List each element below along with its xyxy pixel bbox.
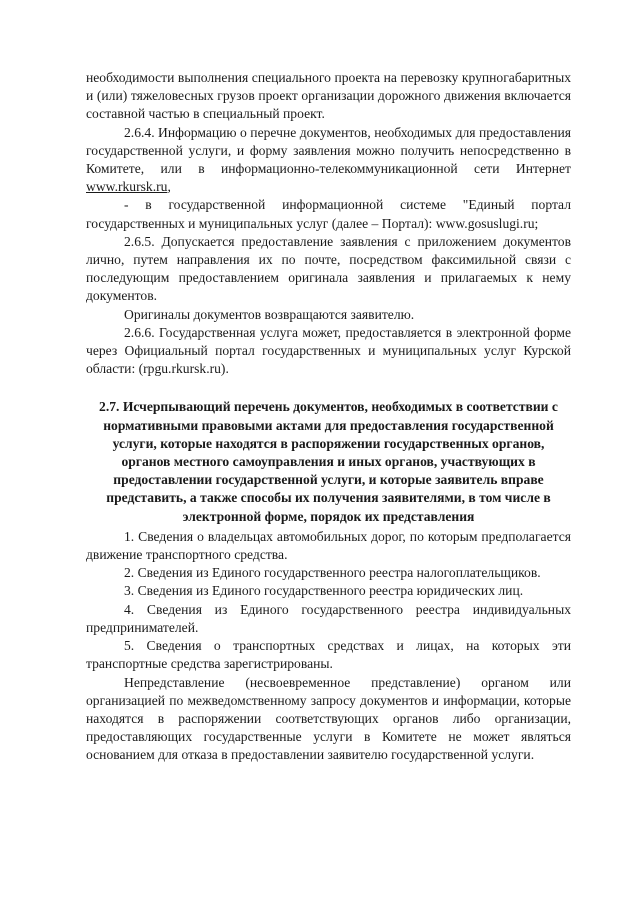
section-heading-2-7: 2.7. Исчерпывающий перечень документов, необходимых в соответствии с нормативными правовыми актами для предоставления государственной услуги, которые находятся в распоряжении государственных органов, органов местного самоуправления и иных органов, участвующих в предоставлении государственной услуги, и которые заявитель вправе представить, а также способы их получения заявителями, в том числе в электронной форме, порядок их представления bbox=[99, 399, 558, 524]
list-item-4: 4. Сведения из Единого государственного реестра индивидуальных предпринимателей. bbox=[86, 601, 571, 635]
paragraph-special-project: необходимости выполнения специального проекта на перевозку крупногабаритных и (или) тяжеловесных грузов проект организации дорожного движения включается составной частью в специальный проект. bbox=[86, 70, 571, 122]
paragraph-2-6-4-tail: , bbox=[167, 179, 171, 195]
paragraph-originals: Оригиналы документов возвращаются заявителю. bbox=[124, 306, 415, 322]
list-item-3: 3. Сведения из Единого государственного реестра юридических лиц. bbox=[124, 583, 524, 599]
paragraph-2-6-4-text: 2.6.4. Информацию о перечне документов, необходимых для предоставления государственной услуги, и форму заявления можно получить непосредственно в Комитете, или в информационно-телекоммуникационной сети Интернет bbox=[86, 124, 571, 177]
list-item-5: 5. Сведения о транспортных средствах и лицах, на которых эти транспортные средства зарегистрированы. bbox=[86, 638, 571, 672]
list-item-2: 2. Сведения из Единого государственного реестра налогоплательщиков. bbox=[124, 565, 541, 581]
paragraph-2-6-4 bbox=[86, 124, 571, 197]
rkursk-link[interactable]: www.rkursk.ru bbox=[86, 179, 168, 195]
paragraph-2-6-6: 2.6.6. Государственная услуга может, предоставляется в электронной форме через Официальный портал государственных и муниципальных услуг Курской области: (rpgu.rkursk.ru). bbox=[86, 324, 571, 377]
list-item-1: 1. Сведения о владельцах автомобильных дорог, по которым предполагается движение транспортного средства. bbox=[86, 528, 571, 563]
paragraph-2-6-5: 2.6.5. Допускается предоставление заявления с приложением документов лично, путем направления их по почте, посредством факсимильной связи с последующим предоставлением оригинала заявления и прилагаемых к нему документов. bbox=[86, 233, 571, 304]
paragraph-non-submission: Непредставление (несвоевременное представление) органом или организацией по межведомственному запросу документов и информации, которые находятся в распоряжении соответствующих органов либо организации, предоставляющих государственные услуги в Комитете не может являться основанием для отказа в предоставлении заявителю государственной услуги. bbox=[86, 674, 571, 763]
paragraph-portal: - в государственной информационной системе "Единый портал государственных и муниципальных услуг (далее – Портал): www.gosuslugi.ru; bbox=[86, 197, 571, 231]
